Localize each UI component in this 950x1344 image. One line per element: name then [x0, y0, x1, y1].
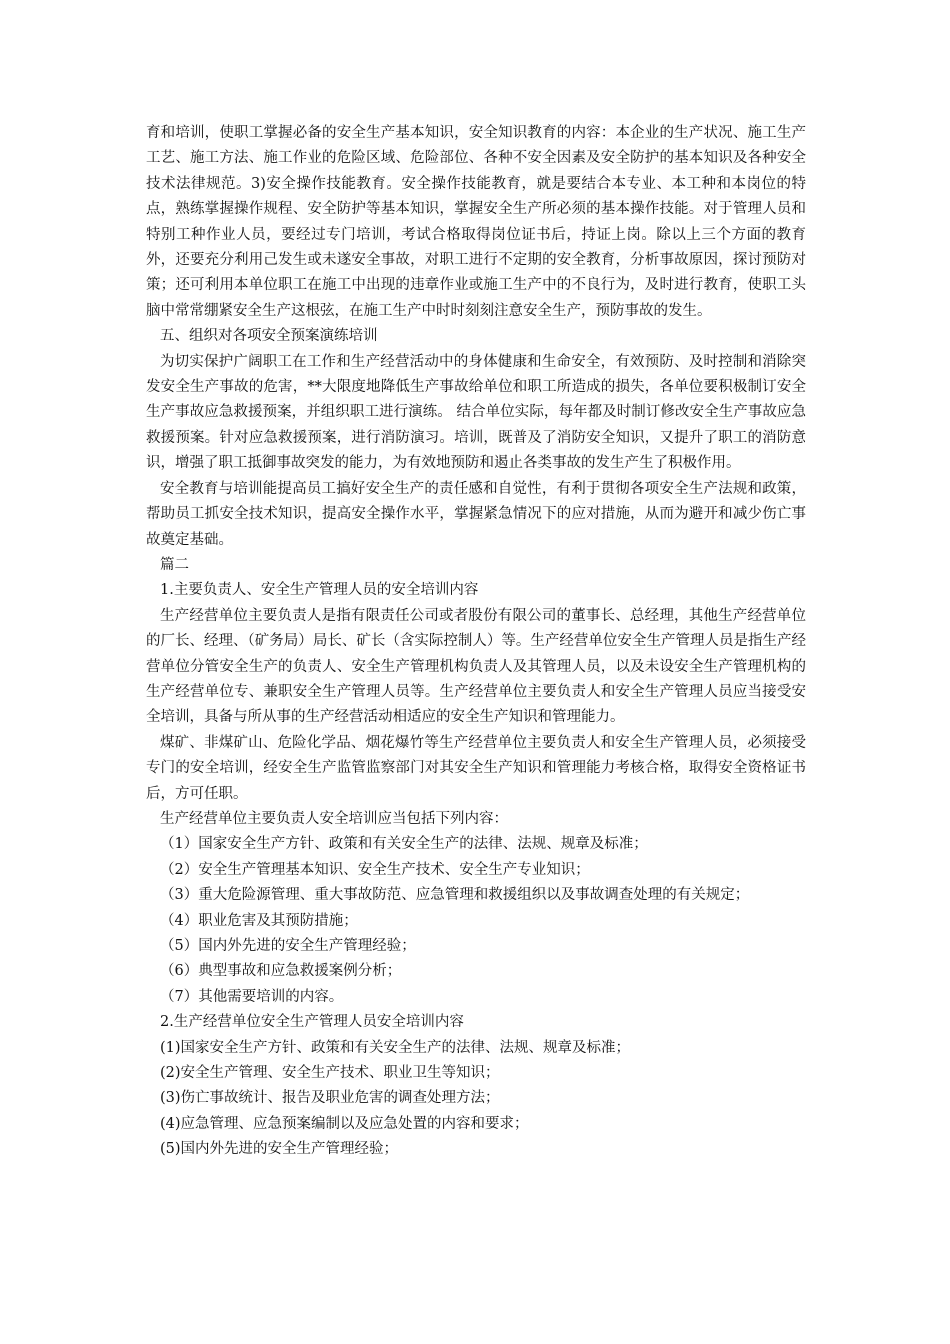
document-page: [146, 121, 806, 1163]
list-item-principal-1: （1）国家安全生产方针、政策和有关安全生产的法律、法规、规章及标准；: [160, 836, 648, 853]
list-item-principal-2: （2）安全生产管理基本知识、安全生产技术、安全生产专业知识；: [160, 861, 590, 878]
list-item-principal-5: （5）国内外先进的安全生产管理经验；: [160, 938, 416, 954]
paragraph-special-industries: 煤矿、非煤矿山、危险化学品、烟花爆竹等生产经营单位主要负责人和安全生产管理人员，必须接受专门的安全培训，经安全生产监管监察部门对其安全生产知识和管理能力考核合格，取得安全资格证书后，方可任职。: [146, 734, 806, 802]
paragraph-safety-education-content: 育和培训，使职工掌握必备的安全生产基本知识，安全知识教育的内容：本企业的生产状况、施工生产工艺、施工方法、施工作业的危险区域、危险部位、各种不安全因素及安全防护的基本知识及各种安全技术法律规范。3)安全操作技能教育。安全操作技能教育，就是要结合本专业、本工种和本岗位的特点，熟练掌握操作规程、安全防护等基本知识，掌握安全生产所必须的基本操作技能。对于管理人员和特别工种作业人员，要经过专门培训，考试合格取得岗位证书后，持证上岗。除以上三个方面的教育外，还要充分利用己发生或未遂安全事故，对职工进行不定期的安全教育，分析事故原因，探讨预防对策；还可利用本单位职工在施工中出现的违章作业或施工生产中的不良行为，及时进行教育，使职工头脑中常常绷紧安全生产这根弦，在施工生产中时时刻刻注意安全生产，预防事故的发生。: [146, 125, 806, 319]
paragraph-emergency-plan: 为切实保护广阔职工在工作和生产经营活动中的身体健康和生命安全，有效预防、及时控制和消除突发安全生产事故的危害，**大限度地降低生产事故给单位和职工所造成的损失，各单位要积极制订安全生产事故应急救援预案，并组织职工进行演练。 结合单位实际，每年都及时制订修改安全生产事故应急救援预案。针对应急救援预案，进行消防演习。培训，既普及了消防安全知识，又提升了职工的消防意识，增强了职工抵御事故突发的能力，为有效地预防和遏止各类事故的发生产生了积极作用。: [146, 353, 806, 472]
list-item-principal-6: （6）典型事故和应急救援案例分析；: [160, 963, 402, 980]
list-item-principal-4: （4）职业危害及其预防措施；: [160, 912, 358, 929]
heading-principal-training: 1.主要负责人、安全生产管理人员的安全培训内容: [160, 582, 479, 599]
paragraph-training-benefits: 安全教育与培训能提高员工搞好安全生产的责任感和自觉性，有利于贯彻各项安全生产法规和政策，帮助员工抓安全技术知识，提高安全操作水平，掌握紧急情况下的应对措施，从而为避开和减少伤亡事故奠定基础。: [146, 480, 806, 548]
list-item-principal-7: （7）其他需要培训的内容。: [160, 988, 344, 1005]
list-item-manager-5: (5)国内外先进的安全生产管理经验；: [160, 1141, 399, 1158]
section-heading-drill-training: 五、组织对各项安全预案演练培训: [160, 328, 378, 345]
heading-manager-training: 2.生产经营单位安全生产管理人员安全培训内容: [160, 1014, 464, 1031]
list-item-manager-2: (2)安全生产管理、安全生产技术、职业卫生等知识；: [160, 1065, 500, 1082]
paragraph-principal-list-intro: 生产经营单位主要负责人安全培训应当包括下列内容：: [160, 810, 508, 827]
section-heading-part-two: 篇二: [160, 556, 189, 573]
list-item-manager-1: (1)国家安全生产方针、政策和有关安全生产的法律、法规、规章及标准；: [160, 1039, 631, 1056]
list-item-manager-3: (3)伤亡事故统计、报告及职业危害的调查处理方法；: [160, 1090, 500, 1107]
list-item-manager-4: (4)应急管理、应急预案编制以及应急处置的内容和要求；: [160, 1115, 529, 1132]
list-item-principal-3: （3）重大危险源管理、重大事故防范、应急管理和救援组织以及事故调查处理的有关规定；: [160, 887, 750, 904]
paragraph-principal-definition: 生产经营单位主要负责人是指有限责任公司或者股份有限公司的董事长、总经理，其他生产经营单位的厂长、经理、（矿务局）局长、矿长（含实际控制人）等。生产经营单位安全生产管理人员是指生产经营单位分管安全生产的负责人、安全生产管理机构负责人及其管理人员，以及未设安全生产管理机构的生产经营单位专、兼职安全生产管理人员等。生产经营单位主要负责人和安全生产管理人员应当接受安全培训，具备与所从事的生产经营活动相适应的安全生产知识和管理能力。: [146, 607, 806, 726]
